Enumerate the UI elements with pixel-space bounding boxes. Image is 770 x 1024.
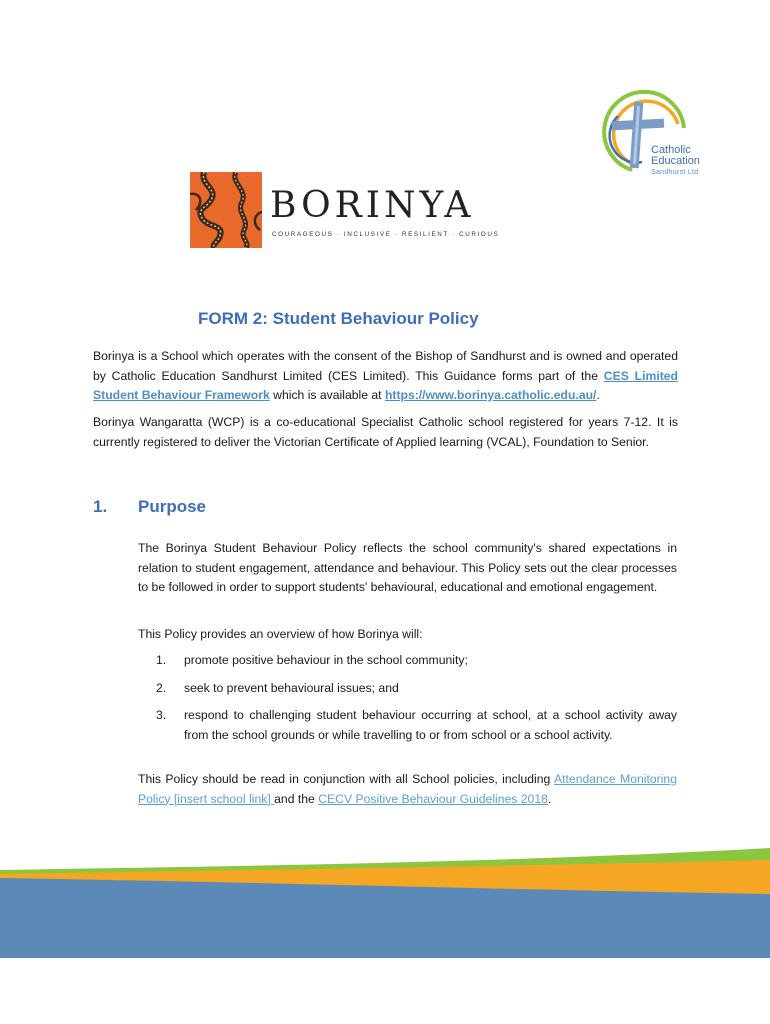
closing-text: .	[547, 791, 552, 806]
intro-paragraph-1	[93, 347, 678, 406]
intro-paragraph-2: Borinya Wangaratta (WCP) is a co-educational Specialist Catholic school registered for years 7-12. It is currently registered to deliver the Victorian Certificate of Applied learning (VCAL), Foundation to Senior.	[93, 415, 678, 449]
list-item-number: 3.	[156, 708, 167, 722]
list-item-number: 1.	[156, 653, 167, 667]
section-number: 1.	[93, 497, 108, 516]
section-heading: Purpose	[138, 497, 207, 516]
list-item-text: promote positive behaviour in the school community;	[184, 653, 468, 667]
purpose-paragraph: The Borinya Student Behaviour Policy reflects the school community's shared expectations in relation to student engagement, attendance and behaviour. This Policy sets out the clear processes to be followed in order to support students' behavioural, educational and emotional engagement.	[138, 541, 677, 594]
attendance-policy-link[interactable]: Attendance Monitoring Policy [insert school link]	[138, 772, 677, 806]
ces-logo-line1: Catholic	[651, 144, 691, 156]
ces-logo-line3: Sandhurst Ltd	[651, 169, 699, 176]
ces-framework-link[interactable]: CES Limited Student Behaviour Framework	[93, 368, 678, 402]
list-item-number: 2.	[156, 681, 167, 695]
closing-text: This Policy should be read in conjunction with all School policies, including	[138, 772, 555, 786]
intro-text: Borinya is a School which operates with the consent of the Bishop of Sandhurst and is owned and operated by Catholic Education Sandhurst Limited (CES Limited). This Guidance forms part of the	[93, 349, 678, 383]
ces-logo-line2: Education	[651, 155, 700, 167]
list-item-text: respond to challenging student behaviour occurring at school, at a school activity away from the school grounds or while travelling to or from school or a school activity.	[184, 708, 677, 742]
page-title: FORM 2: Student Behaviour Policy	[198, 309, 479, 328]
closing-text: and the	[274, 791, 319, 806]
overview-intro: This Policy provides an overview of how Borinya will:	[138, 627, 423, 641]
intro-text: which is available at	[269, 388, 385, 402]
closing-paragraph	[138, 770, 677, 809]
borinya-logo-mark	[190, 172, 262, 248]
ces-logo	[592, 88, 700, 180]
intro-text: .	[596, 388, 600, 402]
borinya-logo-tagline: COURAGEOUS · INCLUSIVE · RESILIENT · CURIOUS	[272, 231, 500, 238]
borinya-logo-wordmark: BORINYA	[270, 185, 475, 226]
list-item-text: seek to prevent behavioural issues; and	[184, 681, 399, 695]
borinya-website-link[interactable]: https://www.borinya.catholic.edu.au/	[384, 388, 597, 402]
footer-band	[0, 848, 770, 958]
cecv-guidelines-link[interactable]: CECV Positive Behaviour Guidelines 2018	[318, 791, 548, 806]
